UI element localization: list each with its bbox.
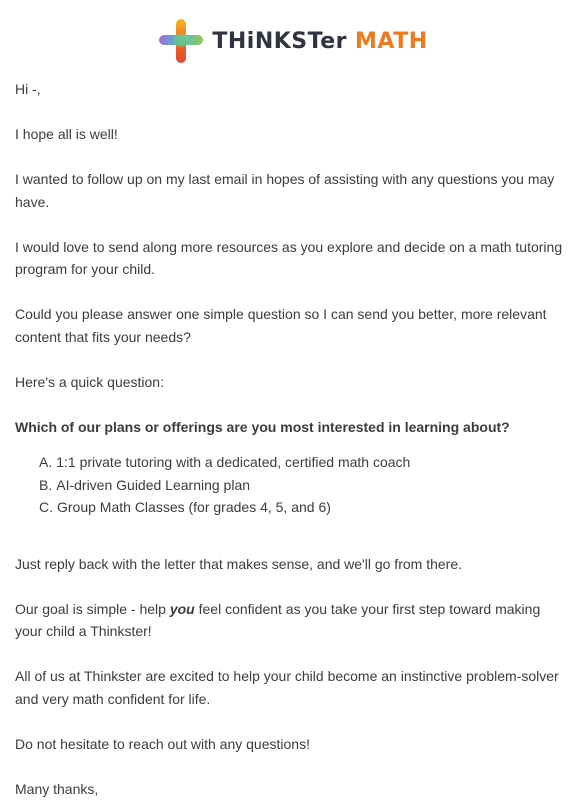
option-item-a bbox=[39, 451, 565, 474]
option-letter: A. bbox=[39, 454, 52, 470]
option-text: Group Math Classes (for grades 4, 5, and 6) bbox=[57, 499, 331, 515]
question-heading: Which of our plans or offerings are you most interested in learning about? bbox=[15, 416, 565, 439]
paragraph-goal bbox=[15, 598, 565, 643]
logo-word-math: MATH bbox=[355, 29, 428, 54]
signoff: Many thanks, bbox=[15, 778, 565, 800]
paragraph-quick-question: Here's a quick question: bbox=[15, 371, 565, 394]
goal-emphasis: you bbox=[170, 601, 195, 617]
logo-word-thinkster: THiNKSTer bbox=[212, 29, 347, 54]
email-header bbox=[0, 0, 580, 78]
paragraph-resources: I would love to send along more resources as you explore and decide on a math tutoring program for your child. bbox=[15, 236, 565, 281]
option-letter: B. bbox=[39, 477, 52, 493]
option-letter: C. bbox=[39, 499, 53, 515]
option-text: AI-driven Guided Learning plan bbox=[56, 477, 250, 493]
options-list bbox=[15, 451, 565, 519]
paragraph-wellwish: I hope all is well! bbox=[15, 123, 565, 146]
paragraph-reply-instruction: Just reply back with the letter that makes sense, and we'll go from there. bbox=[15, 553, 565, 576]
paragraph-request: Could you please answer one simple question so I can send you better, more relevant content that fits your needs? bbox=[15, 303, 565, 348]
paragraph-followup: I wanted to follow up on my last email in hopes of assisting with any questions you may have. bbox=[15, 168, 565, 213]
logo-wordmark bbox=[212, 29, 427, 54]
goal-text-before: Our goal is simple - help bbox=[15, 601, 170, 617]
option-text: 1:1 private tutoring with a dedicated, certified math coach bbox=[56, 454, 410, 470]
greeting: Hi -, bbox=[15, 78, 565, 101]
option-item-b bbox=[39, 474, 565, 497]
spacer bbox=[15, 519, 565, 553]
goal-text-after: feel confident as you take your first step toward making your child a Thinkster! bbox=[15, 601, 540, 640]
email-body bbox=[0, 78, 580, 800]
thinkster-logo-icon bbox=[158, 18, 204, 64]
option-item-c bbox=[39, 496, 565, 519]
paragraph-reach-out: Do not hesitate to reach out with any questions! bbox=[15, 733, 565, 756]
paragraph-excited: All of us at Thinkster are excited to help your child become an instinctive problem-solver and very math confident for life. bbox=[15, 665, 565, 710]
thinkster-math-logo[interactable] bbox=[158, 18, 427, 64]
